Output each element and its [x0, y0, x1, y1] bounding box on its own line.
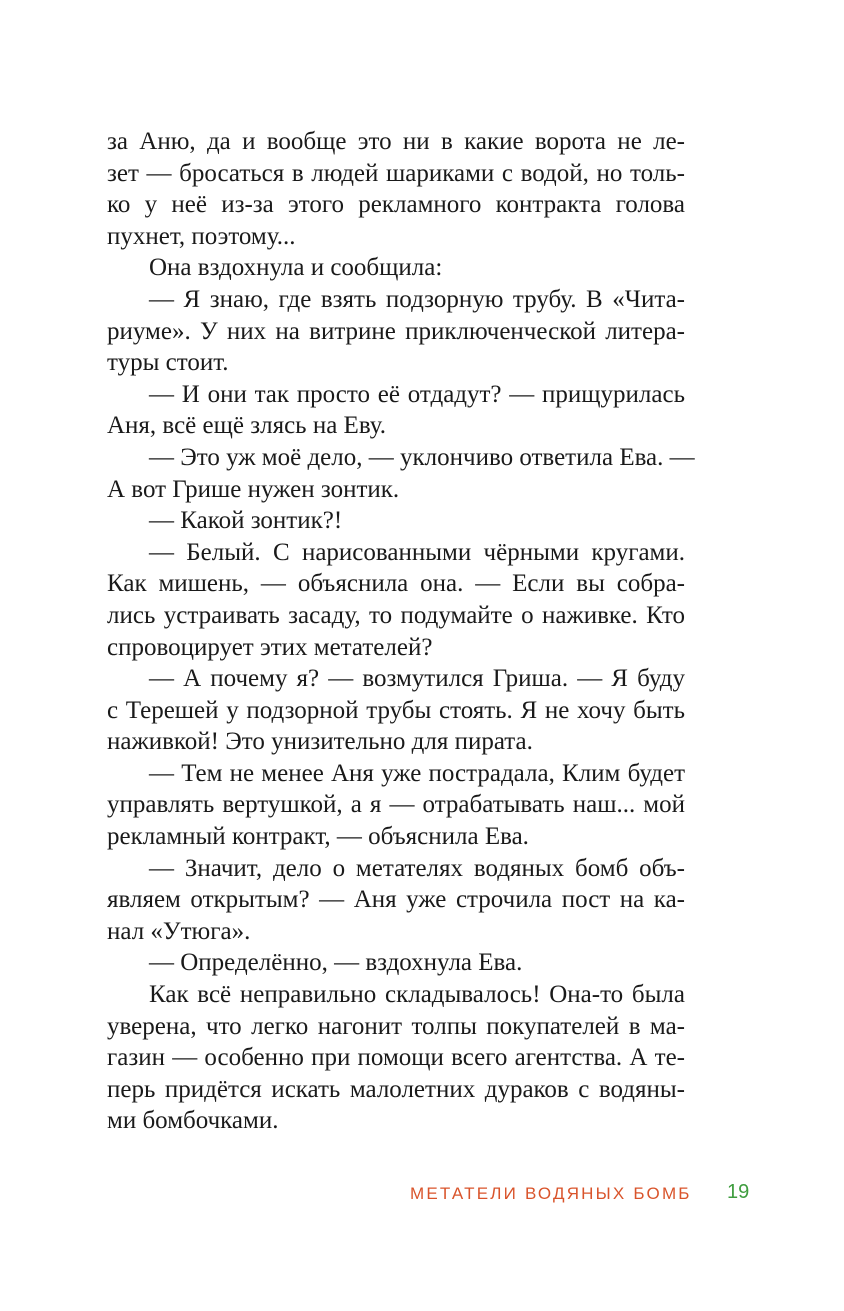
text-line: пухнет, поэтому...	[107, 222, 296, 250]
text-line: управлять вертушкой, а я — отрабатывать наш... мой	[107, 791, 685, 819]
text-line: с Терешей у подзорной трубы стоять. Я не хочу быть	[107, 696, 685, 724]
text-line: нал «Утюга».	[107, 917, 251, 945]
text-line: риуме». У них на витрине приключенческой литера-	[107, 317, 685, 345]
text-line: — Какой зонтик?!	[149, 507, 343, 535]
text-line: — Значит, дело о метателях водяных бомб объ-	[149, 854, 685, 882]
body-text	[107, 126, 695, 1137]
text-line: Как всё неправильно складывалось! Она-то была	[149, 981, 685, 1009]
text-line: спровоцирует этих метателей?	[107, 633, 433, 661]
text-line: — А почему я? — возмутился Гриша. — Я буду	[149, 665, 685, 693]
text-line: ко у неё из-за этого рекламного контракта голова	[107, 191, 685, 219]
text-line: — Определённо, — вздохнула Ева.	[149, 949, 523, 977]
text-line: являем открытым? — Аня уже строчила пост на ка-	[107, 886, 685, 914]
text-line: ми бомбочками.	[107, 1107, 279, 1135]
text-line: — Я знаю, где взять подзорную трубу. В «Чита-	[149, 285, 685, 313]
text-line: Она вздохнула и сообщила:	[149, 254, 443, 282]
text-line: А вот Грише нужен зонтик.	[107, 475, 400, 503]
text-line: зет — бросаться в людей шариками с водой, но толь-	[107, 159, 685, 187]
text-line: — Тем не менее Аня уже пострадала, Клим будет	[149, 759, 685, 787]
text-line: Как мишень, — объяснила она. — Если вы собра-	[107, 570, 685, 598]
page-number: 19	[727, 1181, 750, 1203]
text-line: лись устраивать засаду, то подумайте о наживке. Кто	[107, 601, 685, 629]
text-line: рекламный контракт, — объяснила Ева.	[107, 823, 529, 851]
text-line: за Аню, да и вообще это ни в какие ворота не ле-	[107, 128, 685, 155]
text-line: туры стоит.	[107, 349, 229, 377]
text-line: — И они так просто её отдадут? — прищурилась	[149, 380, 685, 408]
text-line: — Это уж моё дело, — уклончиво ответила Ева. —	[149, 443, 695, 471]
text-line: — Белый. С нарисованными чёрными кругами.	[149, 538, 685, 566]
text-line: перь придётся искать малолетних дураков с водяны-	[107, 1075, 685, 1103]
text-line: Аня, всё ещё злясь на Еву.	[107, 412, 387, 440]
text-line: наживкой! Это унизительно для пирата.	[107, 728, 533, 756]
text-line: газин — особенно при помощи всего агентства. А те-	[107, 1044, 685, 1072]
text-line: уверена, что легко нагонит толпы покупателей в ма-	[107, 1012, 685, 1040]
running-title: МЕТАТЕЛИ ВОДЯНЫХ БОМБ	[410, 1184, 692, 1203]
